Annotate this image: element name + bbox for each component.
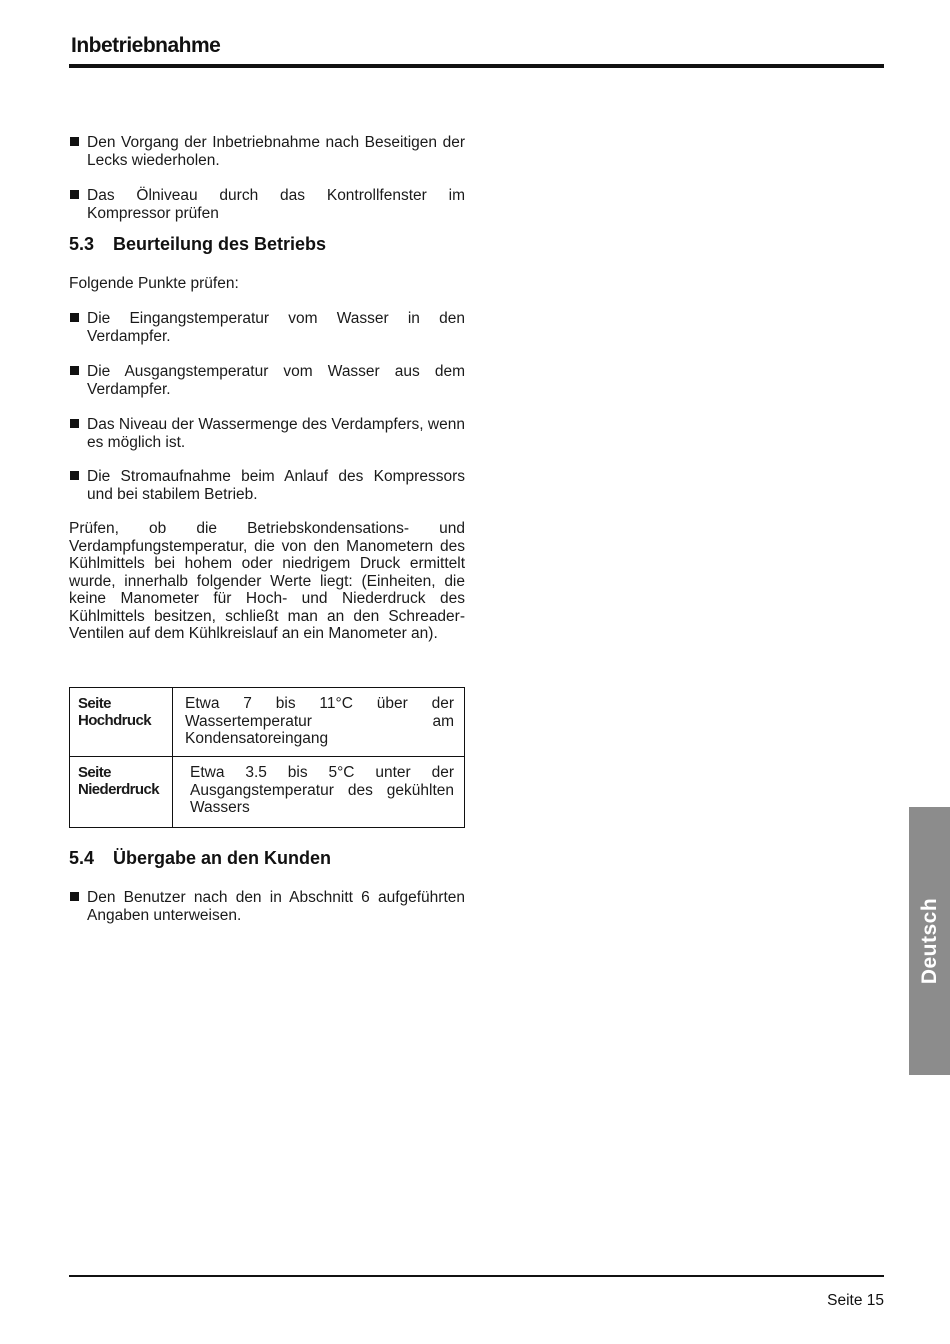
list-item <box>69 416 465 451</box>
bullet-square-icon <box>70 892 79 901</box>
language-tab-label: Deutsch <box>917 897 941 985</box>
bullet-square-icon <box>70 313 79 322</box>
list-item <box>69 187 465 222</box>
list-item <box>69 889 465 924</box>
table-row <box>70 688 465 757</box>
label-line: Niederdruck <box>78 781 159 798</box>
table-value-cell: Etwa 3.5 bis 5°C unter der Ausgangstemperatur des gekühlten Wassers <box>173 757 465 828</box>
list-item <box>69 134 465 169</box>
section-title: Übergabe an den Kunden <box>113 848 332 868</box>
table-label-cell <box>70 688 173 757</box>
list-item-text: Das Niveau der Wassermenge des Verdampfers, wenn es möglich ist. <box>87 416 465 451</box>
list-item-text: Die Ausgangstemperatur vom Wasser aus dem Verdampfer. <box>87 363 465 398</box>
list-item-text: Das Ölniveau durch das Kontrollfenster im Kompressor prüfen <box>87 187 465 222</box>
section-lead: Folgende Punkte prüfen: <box>69 275 239 292</box>
section-number: 5.3 <box>69 234 95 254</box>
list-item <box>69 363 465 398</box>
page-number: Seite 15 <box>827 1292 884 1309</box>
section-heading-5-3 <box>69 236 326 254</box>
paragraph <box>69 520 465 643</box>
footer-rule <box>69 1275 884 1277</box>
table-value-cell: Etwa 7 bis 11°C über der Wassertemperatur am Kondensatoreingang <box>173 688 465 757</box>
label-line: Seite <box>78 695 111 712</box>
list-item <box>69 310 465 345</box>
page-title: Inbetriebnahme <box>71 34 221 57</box>
list-item-text: Den Benutzer nach den in Abschnitt 6 aufgeführten Angaben unterweisen. <box>87 889 465 924</box>
list-item <box>69 468 465 503</box>
label-line: Hochdruck <box>78 712 151 729</box>
bullet-square-icon <box>70 471 79 480</box>
pressure-values-table <box>69 687 465 828</box>
bullet-square-icon <box>70 366 79 375</box>
header-rule <box>69 64 884 68</box>
bullet-square-icon <box>70 419 79 428</box>
label-line: Seite <box>78 764 111 781</box>
section-number: 5.4 <box>69 848 95 868</box>
language-tab <box>909 807 950 1075</box>
list-item-text: Die Eingangstemperatur vom Wasser in den Verdampfer. <box>87 310 465 345</box>
section-title: Beurteilung des Betriebs <box>113 234 327 254</box>
list-item-text: Die Stromaufnahme beim Anlauf des Kompressors und bei stabilem Betrieb. <box>87 468 465 503</box>
table-row <box>70 757 465 828</box>
paragraph-note: (Einheiten, die keine Manometer für Hoch- und Niederdruck des Kühlmittels besitzen, schließt man an den Schreader-Ventilen auf dem Kühlkreislauf an ein Manometer an). <box>69 572 466 642</box>
bullet-square-icon <box>70 137 79 146</box>
paragraph-text: Prüfen, ob die Betriebskondensations- und Verdampfungstemperatur, die von den Manometern des Kühlmittels bei hohem oder niedrigem Druck ermittelt wurde, innerhalb folgender Werte liegt: <box>69 520 465 590</box>
bullet-square-icon <box>70 190 79 199</box>
list-item-text: Den Vorgang der Inbetriebnahme nach Beseitigen der Lecks wiederholen. <box>87 134 465 169</box>
table-label-cell <box>70 757 173 828</box>
section-heading-5-4 <box>69 850 331 868</box>
